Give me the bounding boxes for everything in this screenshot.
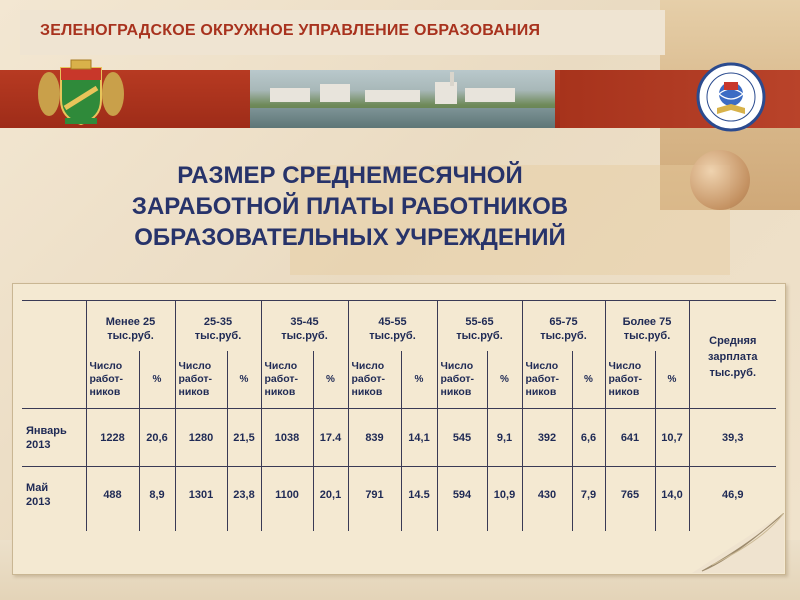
coat-of-arms-logo [35,58,127,126]
table-cell: 8,9 [139,467,175,523]
table-cell: 1301 [175,467,227,523]
range-header: Более 75 тыс.руб. [605,307,689,351]
table-cell: 6,6 [572,409,605,467]
table-cell: 839 [348,409,401,467]
range-header: 35-45 тыс.руб. [261,307,348,351]
table-cell: 7,9 [572,467,605,523]
slide-title-line: РАЗМЕР СРЕДНЕМЕСЯЧНОЙ [177,162,523,189]
percent-subheader: % [227,351,261,409]
table-cell: 594 [437,467,487,523]
count-subheader: Число работ- ников [175,351,227,409]
slide-title-line: ОБРАЗОВАТЕЛЬНЫХ УЧРЕЖДЕНИЙ [134,224,566,251]
range-header: Менее 25 тыс.руб. [86,307,175,351]
count-subheader: Число работ- ников [522,351,572,409]
table-cell: 20,6 [139,409,175,467]
range-header: 65-75 тыс.руб. [522,307,605,351]
education-emblem-logo [690,62,772,132]
table-cell: 21,5 [227,409,261,467]
percent-subheader: % [313,351,348,409]
percent-subheader: % [139,351,175,409]
table-cell: 430 [522,467,572,523]
table-cell: 14,0 [655,467,689,523]
table-cell: 765 [605,467,655,523]
table-cell: 14.5 [401,467,437,523]
average-salary-cell: 39,3 [689,409,776,467]
range-header: 25-35 тыс.руб. [175,307,261,351]
table-cell: 23,8 [227,467,261,523]
table-cell: 791 [348,467,401,523]
range-header: 55-65 тыс.руб. [437,307,522,351]
table-row [22,467,776,523]
table-cell: 14,1 [401,409,437,467]
table-cell: 1100 [261,467,313,523]
table-cell: 641 [605,409,655,467]
table-cell: 1280 [175,409,227,467]
table-cell: 1228 [86,409,139,467]
table-cell: 9,1 [487,409,522,467]
percent-subheader: % [487,351,522,409]
table-row [22,409,776,467]
table-cell: 392 [522,409,572,467]
count-subheader: Число работ- ников [261,351,313,409]
count-subheader: Число работ- ников [437,351,487,409]
average-salary-header: Средняя зарплата тыс.руб. [689,307,776,409]
average-salary-cell: 46,9 [689,467,776,523]
salary-table [22,300,776,531]
city-photo [250,70,555,128]
table-cell: 10,7 [655,409,689,467]
table-cell: 10,9 [487,467,522,523]
row-label: Май 2013 [22,467,86,523]
count-subheader: Число работ- ников [348,351,401,409]
percent-subheader: % [572,351,605,409]
decorative-globe [690,150,750,210]
slide-title-line: ЗАРАБОТНОЙ ПЛАТЫ РАБОТНИКОВ [131,193,569,220]
row-label: Январь 2013 [22,409,86,467]
table-cell: 1038 [261,409,313,467]
percent-subheader: % [401,351,437,409]
count-subheader: Число работ- ников [86,351,139,409]
table-cell: 20,1 [313,467,348,523]
slide-title [60,160,640,253]
header-title: ЗЕЛЕНОГРАДСКОЕ ОКРУЖНОЕ УПРАВЛЕНИЕ ОБРАЗОВАНИЯ [40,22,541,39]
percent-subheader: % [655,351,689,409]
range-header: 45-55 тыс.руб. [348,307,437,351]
table-cell: 488 [86,467,139,523]
table-cell: 545 [437,409,487,467]
count-subheader: Число работ- ников [605,351,655,409]
table-cell: 17.4 [313,409,348,467]
